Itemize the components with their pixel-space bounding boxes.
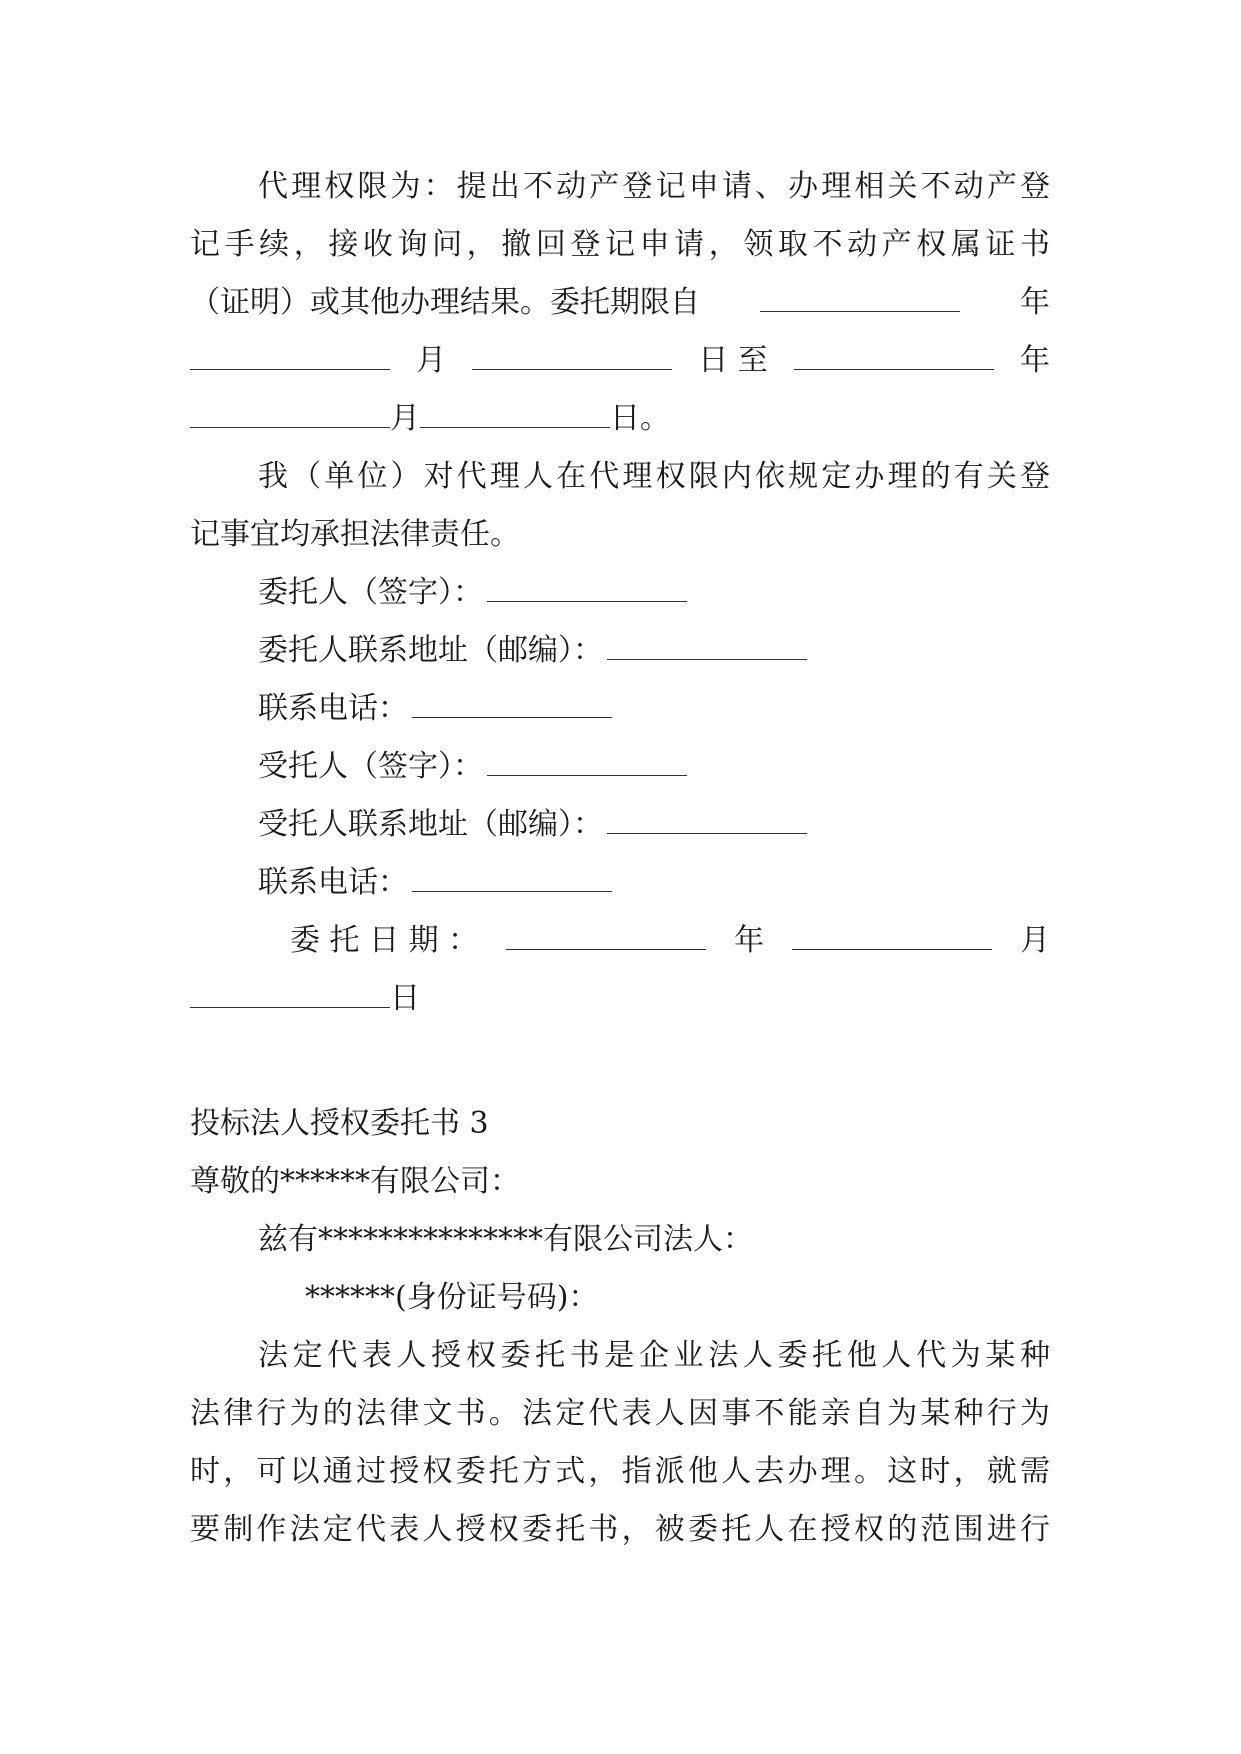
month-label: 月 [390,401,420,436]
text: 要制作法定代表人授权委托书，被委托人在授权的范围进行 [190,1512,1054,1547]
entrust-date-field [290,921,1050,961]
id-line [305,1278,1165,1318]
blank-line [506,921,706,961]
blank-line [190,401,390,428]
paragraph-line [258,1336,1055,1376]
agent-signature-field [258,747,1118,787]
salutation [190,1162,1050,1202]
blank-line [607,807,807,834]
section-title [190,1104,1050,1144]
principal-phone-field [258,689,1118,729]
paragraph-line [190,225,1055,265]
month-label: 月 [1019,923,1050,958]
blank-line [420,401,610,428]
blank-line [472,341,672,381]
field-label: 委托人联系地址（邮编）： [258,633,603,668]
blank-line [607,633,807,660]
day-to-label: 日 至 [698,343,768,378]
blank-line [412,691,612,718]
month-label: 月 [416,343,447,378]
day-label: 日。 [610,401,670,436]
blank-line [487,749,687,776]
blank-line [794,341,994,381]
text: 法定代表人授权委托书是企业法人委托他人代为某种 [258,1338,1055,1373]
agent-address-field [258,805,1118,845]
blank-line [412,865,612,892]
paragraph-line [190,399,1050,439]
principal-signature-field [258,573,1118,613]
day-label: 日 [390,981,420,1016]
blank-line [487,575,687,602]
principal-address-field [258,631,1118,671]
text: ******(身份证号码)： [305,1280,599,1315]
agent-phone-field [258,863,1118,903]
blank-line [792,921,992,961]
text: 尊敬的******有限公司： [190,1164,520,1199]
company-line [258,1220,1118,1260]
year-label: 年 [734,923,765,958]
text: 记事宜均承担法律责任。 [190,517,520,552]
paragraph-line [190,1510,1054,1550]
text: 时，可以通过授权委托方式，指派他人去办理。这时，就需 [190,1454,1054,1489]
year-label: 年 [1020,285,1050,320]
entrust-date-field-cont [190,979,1050,1019]
field-label: 受托人（签字）： [258,749,483,784]
field-label: 联系电话： [258,865,408,900]
paragraph-line [190,283,1050,323]
paragraph-line [190,515,1050,555]
text: 兹有***************有限公司法人： [258,1222,753,1257]
text: 代理权限为：提出不动产登记申请、办理相关不动产登 [258,169,1054,204]
paragraph-line [190,1394,1054,1434]
year-label: 年 [1019,343,1050,378]
field-label: 委托人（签字）： [258,575,483,610]
text: 我（单位）对代理人在代理权限内依规定办理的有关登 [258,459,1054,494]
paragraph-line [258,167,1054,207]
blank-line [760,283,960,323]
text: 记手续，接收询问，撤回登记申请，领取不动产权属证书 [190,227,1055,262]
field-label: 联系电话： [258,691,408,726]
paragraph-line [190,1452,1054,1492]
field-label: 委 托 日 期 ： [290,923,479,958]
heading: 投标法人授权委托书 3 [190,1106,489,1141]
paragraph-line [258,457,1054,497]
paragraph-line [190,341,1050,381]
blank-line [190,341,390,381]
text: 法律行为的法律文书。法定代表人因事不能亲自为某种行为 [190,1396,1054,1431]
blank-line [190,981,390,1008]
text: （证明）或其他办理结果。委托期限自 [190,285,700,320]
field-label: 受托人联系地址（邮编）： [258,807,603,842]
